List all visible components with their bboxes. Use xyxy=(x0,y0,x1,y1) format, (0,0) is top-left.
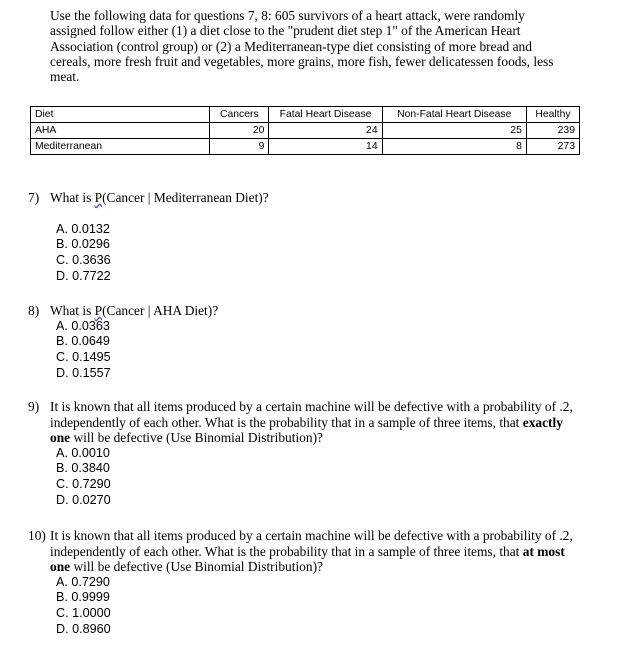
option-d[interactable]: D. 0.7722 xyxy=(56,268,111,283)
table-cell: 24 xyxy=(269,123,382,139)
option-c[interactable]: C. 0.3636 xyxy=(56,252,111,267)
option-b[interactable]: B. 0.3840 xyxy=(56,461,110,476)
question-stem: It is known that all items produced by a certain machine will be defective with a probability of .2, independently of each other. What is the probability that in a sample of three items, that at most one will be defective (Use Binomial Distribution)? xyxy=(50,528,573,574)
option-c[interactable]: C. 1.0000 xyxy=(56,605,111,620)
header-non-fatal-heart-disease: Non-Fatal Heart Disease xyxy=(382,107,526,123)
table-row xyxy=(31,123,580,139)
question-8 xyxy=(28,303,573,381)
option-d[interactable]: D. 0.8960 xyxy=(56,621,111,636)
question-number: 8) xyxy=(28,303,40,318)
table-cell: 20 xyxy=(210,123,269,139)
header-healthy: Healthy xyxy=(526,107,579,123)
question-number: 7) xyxy=(28,190,40,205)
table-cell: 8 xyxy=(382,139,526,155)
question-stem: It is known that all items produced by a certain machine will be defective with a probability of .2, independently of each other. What is the probability that in a sample of three items, that exactly one will be defective (Use Binomial Distribution)? xyxy=(50,399,573,445)
intro-paragraph: Use the following data for questions 7, 8: 605 survivors of a heart attack, were randomly assigned follow either (1) a diet close to the "prudent diet step 1" of the American Heart Association (control group) or (2) a Mediterranean-type diet consisting of more bread and cereals, more fresh fruit and vegetables, more grains, more fish, fewer delicatessen foods, less meat. xyxy=(50,8,554,85)
option-a[interactable]: A. 0.0132 xyxy=(56,221,110,236)
table-cell: 9 xyxy=(210,139,269,155)
option-a[interactable]: A. 0.0363 xyxy=(56,318,110,333)
option-d[interactable]: D. 0.0270 xyxy=(56,492,111,507)
option-a[interactable]: A. 0.7290 xyxy=(56,574,110,589)
answer-options xyxy=(28,446,573,509)
table-cell: 14 xyxy=(269,139,382,155)
question-9 xyxy=(28,399,573,508)
header-diet: Diet xyxy=(31,107,210,123)
table-cell: 25 xyxy=(382,123,526,139)
answer-options xyxy=(28,319,573,382)
option-c[interactable]: C. 0.7290 xyxy=(56,476,111,491)
question-number: 9) xyxy=(28,399,40,414)
option-b[interactable]: B. 0.9999 xyxy=(56,590,110,605)
question-number: 10) xyxy=(28,528,46,543)
table-cell: 273 xyxy=(526,139,579,155)
question-stem: What is P(Cancer | AHA Diet)? xyxy=(50,303,219,318)
option-c[interactable]: C. 0.1495 xyxy=(56,349,111,364)
question-10 xyxy=(28,528,573,637)
answer-options xyxy=(28,222,573,285)
option-a[interactable]: A. 0.0010 xyxy=(56,445,110,460)
question-stem: What is P(Cancer | Mediterranean Diet)? xyxy=(50,190,269,205)
header-cancers: Cancers xyxy=(210,107,269,123)
option-b[interactable]: B. 0.0649 xyxy=(56,334,110,349)
table-cell: AHA xyxy=(31,123,210,139)
table-cell: 239 xyxy=(526,123,579,139)
diet-outcome-table xyxy=(30,106,580,155)
question-7 xyxy=(28,190,573,284)
table-header-row xyxy=(31,107,580,123)
table-row xyxy=(31,139,580,155)
option-b[interactable]: B. 0.0296 xyxy=(56,237,110,252)
header-fatal-heart-disease: Fatal Heart Disease xyxy=(269,107,382,123)
option-d[interactable]: D. 0.1557 xyxy=(56,365,111,380)
table-cell: Mediterranean xyxy=(31,139,210,155)
answer-options xyxy=(28,575,573,638)
